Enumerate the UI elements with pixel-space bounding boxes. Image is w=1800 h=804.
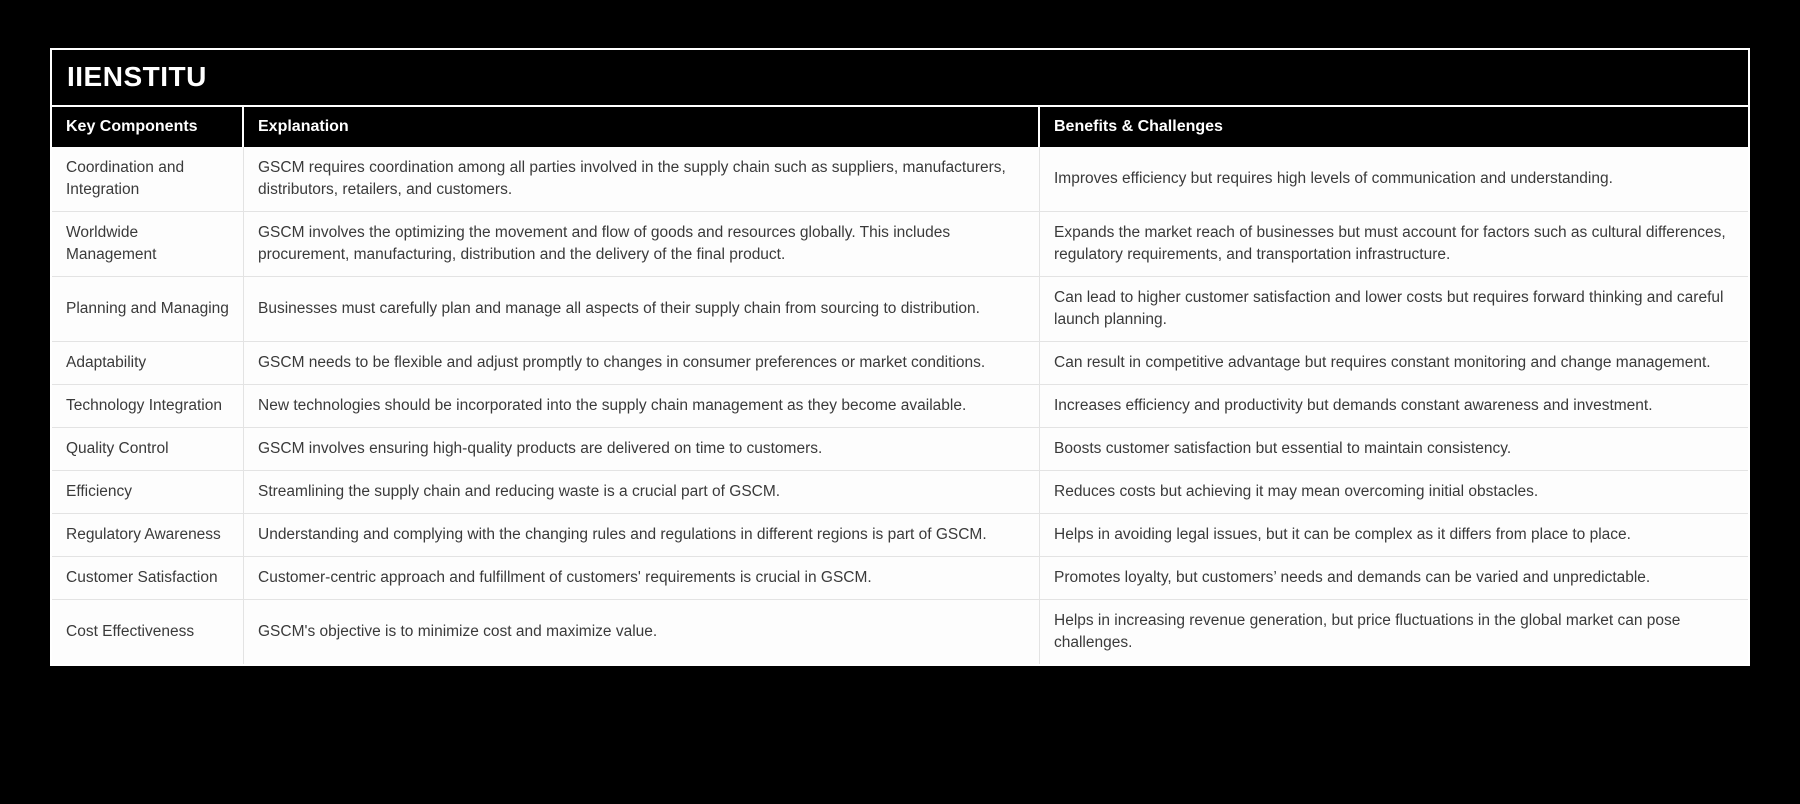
column-header-key-components: Key Components bbox=[52, 107, 244, 147]
table-row bbox=[52, 276, 1748, 341]
cell-component: Technology Integration bbox=[52, 384, 244, 427]
header-row bbox=[52, 107, 1748, 147]
table-row bbox=[52, 211, 1748, 276]
cell-explanation: Understanding and complying with the changing rules and regulations in different regions is part of GSCM. bbox=[244, 513, 1040, 556]
cell-component: Regulatory Awareness bbox=[52, 513, 244, 556]
cell-explanation: GSCM needs to be flexible and adjust promptly to changes in consumer preferences or market conditions. bbox=[244, 341, 1040, 384]
cell-benefits: Reduces costs but achieving it may mean overcoming initial obstacles. bbox=[1040, 470, 1748, 513]
cell-component: Planning and Managing bbox=[52, 276, 244, 341]
table-row bbox=[52, 427, 1748, 470]
table-row bbox=[52, 556, 1748, 599]
table-row bbox=[52, 599, 1748, 664]
table-row bbox=[52, 384, 1748, 427]
column-header-benefits-challenges: Benefits & Challenges bbox=[1040, 107, 1748, 147]
cell-explanation: New technologies should be incorporated into the supply chain management as they become available. bbox=[244, 384, 1040, 427]
cell-component: Cost Effectiveness bbox=[52, 599, 244, 664]
cell-benefits: Can lead to higher customer satisfaction and lower costs but requires forward thinking and careful launch planning. bbox=[1040, 276, 1748, 341]
cell-component: Customer Satisfaction bbox=[52, 556, 244, 599]
cell-explanation: Streamlining the supply chain and reducing waste is a crucial part of GSCM. bbox=[244, 470, 1040, 513]
cell-explanation: GSCM requires coordination among all parties involved in the supply chain such as suppliers, manufacturers, distributors, retailers, and customers. bbox=[244, 147, 1040, 211]
cell-benefits: Increases efficiency and productivity but demands constant awareness and investment. bbox=[1040, 384, 1748, 427]
cell-benefits: Can result in competitive advantage but requires constant monitoring and change management. bbox=[1040, 341, 1748, 384]
table-row bbox=[52, 147, 1748, 211]
cell-benefits: Helps in avoiding legal issues, but it can be complex as it differs from place to place. bbox=[1040, 513, 1748, 556]
cell-benefits: Improves efficiency but requires high levels of communication and understanding. bbox=[1040, 147, 1748, 211]
cell-benefits: Expands the market reach of businesses but must account for factors such as cultural differences, regulatory requirements, and transportation infrastructure. bbox=[1040, 211, 1748, 276]
cell-explanation: Customer-centric approach and fulfillment of customers' requirements is crucial in GSCM. bbox=[244, 556, 1040, 599]
cell-benefits: Boosts customer satisfaction but essential to maintain consistency. bbox=[1040, 427, 1748, 470]
cell-component: Efficiency bbox=[52, 470, 244, 513]
cell-component: Quality Control bbox=[52, 427, 244, 470]
cell-component: Worldwide Management bbox=[52, 211, 244, 276]
gscm-table bbox=[52, 107, 1748, 664]
card-title-bar bbox=[52, 50, 1748, 107]
column-header-explanation: Explanation bbox=[244, 107, 1040, 147]
cell-explanation: GSCM's objective is to minimize cost and maximize value. bbox=[244, 599, 1040, 664]
brand-title: IIENSTITU bbox=[67, 61, 207, 92]
cell-component: Coordination and Integration bbox=[52, 147, 244, 211]
cell-benefits: Promotes loyalty, but customers’ needs and demands can be varied and unpredictable. bbox=[1040, 556, 1748, 599]
table-row bbox=[52, 513, 1748, 556]
cell-explanation: Businesses must carefully plan and manage all aspects of their supply chain from sourcing to distribution. bbox=[244, 276, 1040, 341]
cell-explanation: GSCM involves the optimizing the movement and flow of goods and resources globally. This includes procurement, manufacturing, distribution and the delivery of the final product. bbox=[244, 211, 1040, 276]
gscm-table-card bbox=[50, 48, 1750, 666]
table-row bbox=[52, 341, 1748, 384]
table-row bbox=[52, 470, 1748, 513]
cell-component: Adaptability bbox=[52, 341, 244, 384]
cell-benefits: Helps in increasing revenue generation, but price fluctuations in the global market can pose challenges. bbox=[1040, 599, 1748, 664]
cell-explanation: GSCM involves ensuring high-quality products are delivered on time to customers. bbox=[244, 427, 1040, 470]
